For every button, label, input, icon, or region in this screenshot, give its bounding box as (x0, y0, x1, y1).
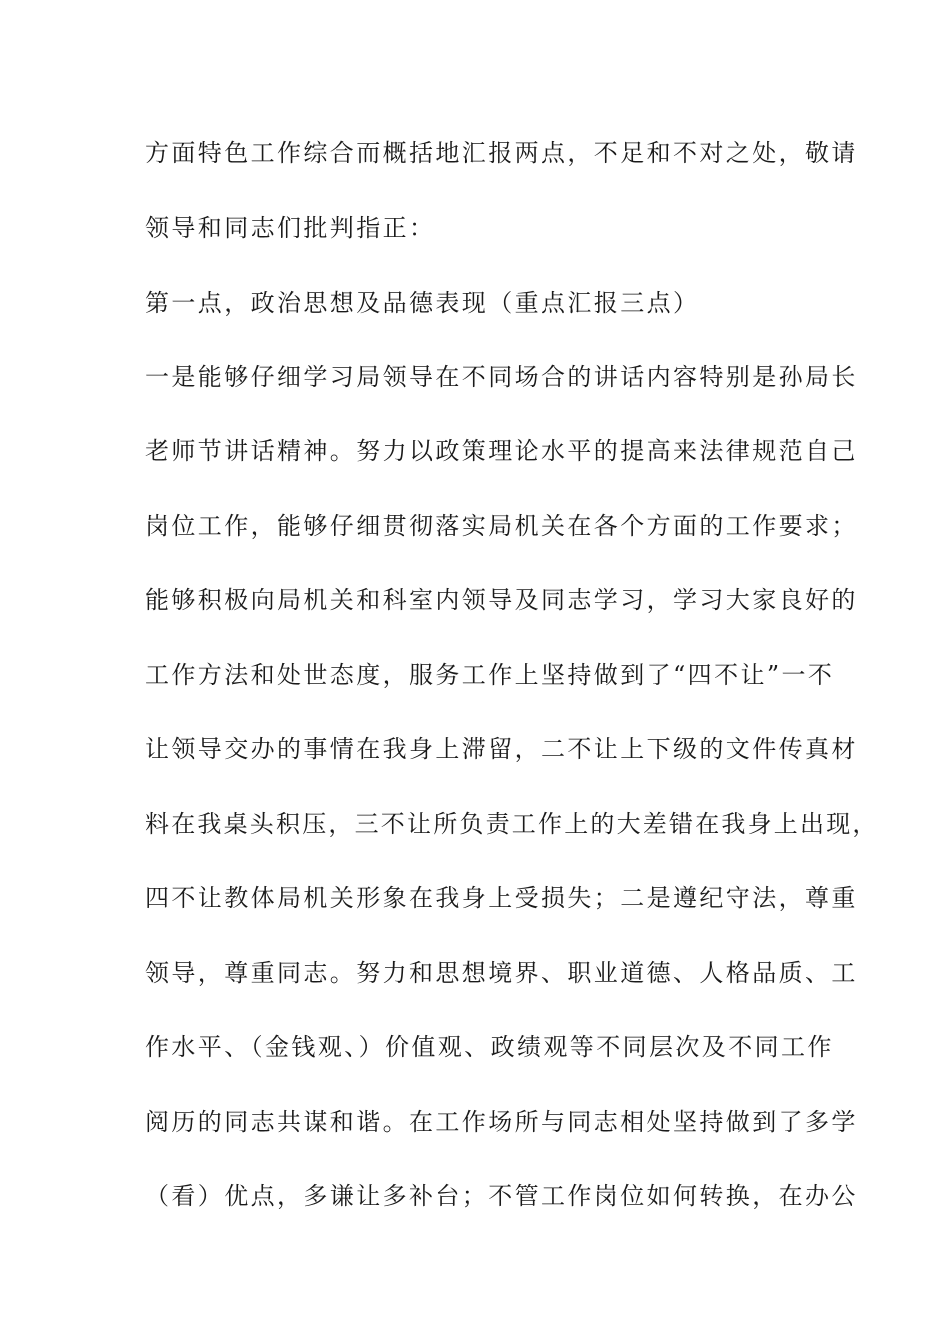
text-line: 方面特色工作综合而概括地汇报两点，不足和不对之处，敬请 (145, 139, 858, 167)
text-line: 阅历的同志共谋和谐。在工作场所与同志相处坚持做到了多学 (145, 1108, 858, 1136)
text-line: 作水平、（金钱观、）价值观、政绩观等不同层次及不同工作 (145, 1033, 834, 1061)
text-line: 能够积极向局机关和科室内领导及同志学习，学习大家良好的 (145, 586, 858, 614)
section-heading: 第一点，政治思想及品德表现（重点汇报三点） (145, 289, 700, 317)
text-line: 领导和同志们批判指正： (145, 214, 436, 242)
text-line: 领导，尊重同志。努力和思想境界、职业道德、人格品质、工 (145, 959, 858, 987)
text-line: 让领导交办的事情在我身上滞留，二不让上下级的文件传真材 (145, 735, 858, 763)
text-line: 工作方法和处世态度，服务工作上坚持做到了“四不让”一不 (145, 661, 835, 689)
text-line: 岗位工作，能够仔细贯彻落实局机关在各个方面的工作要求； (145, 512, 858, 540)
text-line: 老师节讲话精神。努力以政策理论水平的提高来法律规范自己 (145, 437, 858, 465)
text-line: 四不让教体局机关形象在我身上受损失；二是遵纪守法，尊重 (145, 884, 858, 912)
text-line: 料在我桌头积压，三不让所负责工作上的大差错在我身上出现， (145, 810, 879, 838)
text-line: 一是能够仔细学习局领导在不同场合的讲话内容特别是孙局长 (145, 363, 858, 391)
text-line: （看）优点，多谦让多补台；不管工作岗位如何转换，在办公 (145, 1182, 858, 1210)
